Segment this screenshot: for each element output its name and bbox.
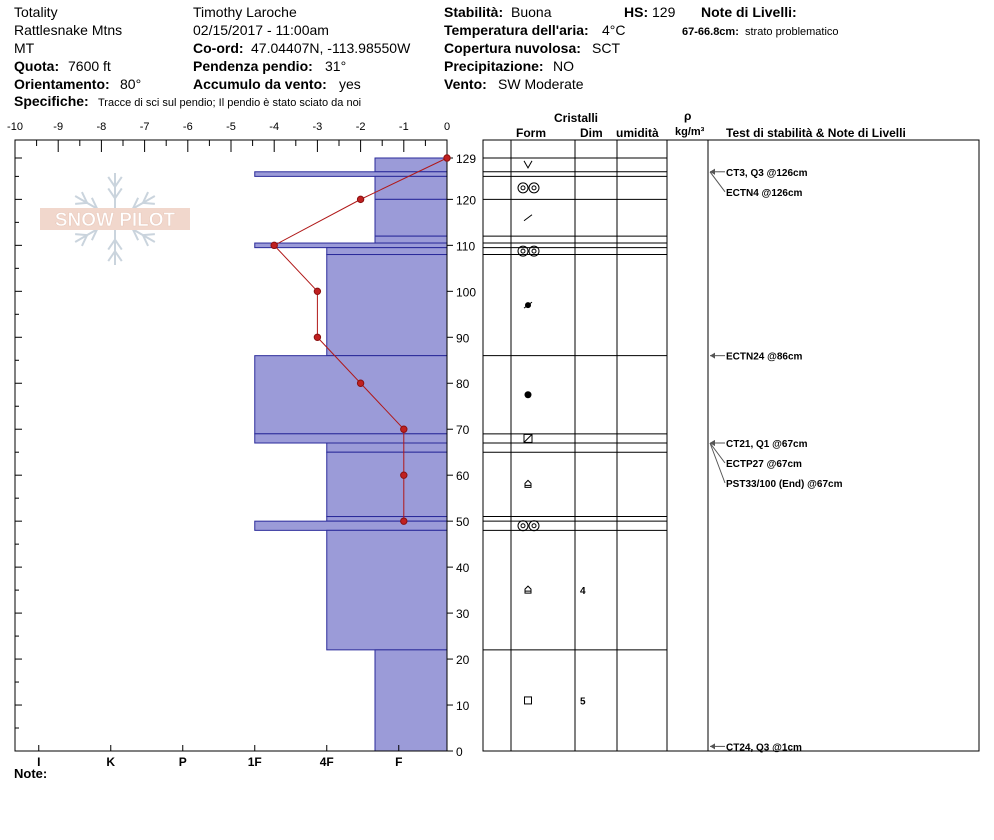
cloud-value: SCT bbox=[592, 40, 620, 56]
temperature-point bbox=[401, 472, 407, 478]
precip-label: Precipitazione: bbox=[444, 58, 544, 74]
temp-tick-label: -10 bbox=[7, 121, 23, 133]
hardness-bar bbox=[375, 199, 447, 236]
stability-label: Stabilità: bbox=[444, 4, 504, 20]
snowflake-branch bbox=[108, 177, 115, 187]
air-temp-label: Temperatura dell'aria: bbox=[444, 22, 589, 38]
hardness-label: P bbox=[178, 755, 187, 769]
header bbox=[14, 4, 839, 109]
hardness-bar bbox=[375, 236, 447, 243]
test-pointer-line bbox=[710, 443, 725, 463]
hardness-bar bbox=[255, 434, 447, 443]
test-pointer-line bbox=[710, 172, 725, 192]
specifics-label: Specifiche: bbox=[14, 93, 89, 109]
specifics-value: Tracce di sci sul pendio; Il pendio è stato sciato da noi bbox=[98, 97, 362, 109]
test-pointer-line bbox=[710, 443, 725, 483]
test-label: ECTN4 @126cm bbox=[726, 187, 803, 199]
temp-tick-label: -7 bbox=[139, 121, 150, 133]
notes-label: Note: bbox=[14, 766, 48, 781]
crystal-size: 4 bbox=[580, 586, 586, 598]
wind-value: SW Moderate bbox=[498, 76, 584, 92]
precip-value: NO bbox=[553, 58, 574, 74]
temp-tick-label: -5 bbox=[226, 121, 236, 133]
snowflake-branch bbox=[108, 240, 115, 250]
test-label: CT3, Q3 @126cm bbox=[726, 167, 808, 179]
temp-tick-label: 0 bbox=[443, 121, 451, 133]
stability-value: Buona bbox=[511, 4, 552, 20]
temp-tick-label: -2 bbox=[355, 121, 366, 133]
height-tick-label: 10 bbox=[456, 699, 470, 714]
cloud-label: Copertura nuvolosa: bbox=[444, 40, 581, 56]
height-tick-label: 0 bbox=[456, 745, 463, 759]
crystal-form-icon bbox=[518, 521, 539, 531]
size-header: Dim bbox=[580, 126, 603, 140]
wind-loading-label: Accumulo da vento: bbox=[193, 76, 327, 92]
rho-header: ρ bbox=[684, 109, 692, 123]
test-label: ECTN24 @86cm bbox=[726, 351, 803, 363]
test-label: CT24, Q3 @1cm bbox=[726, 742, 802, 754]
crystal-size: 5 bbox=[580, 696, 586, 708]
hardness-label: 1F bbox=[247, 755, 262, 769]
height-tick-label: 129 bbox=[456, 152, 477, 166]
crystal-form-icon bbox=[524, 215, 532, 221]
range-name: Rattlesnake Mtns bbox=[14, 22, 123, 38]
height-tick-label: 90 bbox=[456, 331, 470, 346]
stability-test-note bbox=[710, 742, 802, 753]
temp-tick-label: -4 bbox=[269, 121, 280, 133]
hardness-label: 4F bbox=[319, 755, 334, 769]
hardness-bar bbox=[375, 650, 447, 751]
coord-label: Co-ord: bbox=[193, 40, 244, 56]
crystal-form-icon bbox=[524, 161, 532, 168]
form-header: Form bbox=[516, 126, 546, 140]
snowflake-branch bbox=[115, 240, 122, 250]
tests-title: Test di stabilità & Note di Livelli bbox=[726, 126, 906, 140]
hardness-bar bbox=[327, 248, 447, 255]
temperature-point bbox=[314, 288, 320, 294]
density-unit-header: kg/m³ bbox=[675, 126, 705, 138]
hardness-label: I bbox=[37, 755, 41, 769]
temperature-axis bbox=[7, 121, 450, 152]
test-label: PST33/100 (End) @67cm bbox=[726, 479, 843, 491]
temp-tick-label: -6 bbox=[182, 121, 193, 133]
hs-label: HS: bbox=[624, 4, 649, 20]
hs-value: 129 bbox=[652, 4, 676, 20]
state-name: MT bbox=[14, 40, 35, 56]
crystal-form-icon bbox=[525, 391, 532, 398]
height-tick-label: 80 bbox=[456, 377, 470, 392]
temperature-point bbox=[357, 196, 363, 202]
hardness-label: K bbox=[106, 755, 116, 769]
hardness-bar bbox=[327, 530, 447, 650]
location-name: Totality bbox=[14, 4, 58, 20]
coord-value: 47.04407N, -113.98550W bbox=[251, 40, 411, 56]
logo-text: SNOW PILOT bbox=[54, 210, 176, 231]
temp-tick-label: -8 bbox=[96, 121, 107, 133]
crystal-form-icon bbox=[518, 183, 539, 193]
stability-tests bbox=[710, 168, 843, 754]
aspect-value: 80° bbox=[120, 76, 142, 92]
wind-loading-value: yes bbox=[339, 76, 361, 92]
height-tick-label: 30 bbox=[456, 607, 470, 622]
crystal-form-icon bbox=[525, 697, 532, 704]
stability-test-note bbox=[710, 439, 808, 450]
snowflake-branch bbox=[108, 251, 115, 261]
stability-test-note bbox=[710, 352, 803, 363]
snowflake-branch bbox=[143, 234, 155, 235]
height-tick-label: 60 bbox=[456, 469, 470, 484]
crystal-table bbox=[483, 109, 979, 753]
test-label: CT21, Q1 @67cm bbox=[726, 439, 808, 451]
height-tick-label: 20 bbox=[456, 653, 470, 668]
elevation-label: Quota: bbox=[14, 58, 60, 74]
moisture-header: umidità bbox=[616, 126, 659, 140]
temp-tick-label: -9 bbox=[53, 121, 64, 133]
snowpilot-logo bbox=[40, 173, 190, 265]
hardness-bar bbox=[327, 452, 447, 516]
height-tick-label: 50 bbox=[456, 515, 470, 530]
elevation-value: 7600 ft bbox=[68, 58, 111, 74]
crystal-form-icon bbox=[524, 434, 532, 442]
temperature-point bbox=[444, 155, 450, 161]
crystal-form-icon bbox=[525, 586, 531, 593]
slope-value: 31° bbox=[325, 58, 347, 74]
snowflake-branch bbox=[75, 234, 87, 235]
hardness-bar bbox=[255, 521, 447, 530]
hardness-bar bbox=[375, 158, 447, 172]
test-label: ECTP27 @67cm bbox=[726, 459, 802, 471]
height-tick-label: 100 bbox=[456, 285, 477, 300]
layer-notes-label: Note di Livelli: bbox=[701, 4, 797, 20]
snowflake-branch bbox=[115, 177, 122, 187]
observation-datetime: 02/15/2017 - 11:00am bbox=[193, 22, 329, 38]
height-tick-label: 70 bbox=[456, 423, 470, 438]
hardness-bars bbox=[255, 158, 447, 751]
hardness-bar bbox=[255, 356, 447, 434]
hardness-bar bbox=[327, 443, 447, 452]
hardness-bar bbox=[327, 517, 447, 522]
height-tick-label: 40 bbox=[456, 561, 470, 576]
hardness-label: F bbox=[395, 755, 403, 769]
height-tick-label: 120 bbox=[456, 193, 477, 208]
hardness-bar bbox=[375, 176, 447, 199]
temperature-point bbox=[314, 334, 320, 340]
hardness-bar bbox=[255, 172, 447, 177]
temperature-point bbox=[271, 242, 277, 248]
hardness-bar bbox=[327, 255, 447, 356]
observer-name: Timothy Laroche bbox=[193, 4, 297, 20]
snowflake-branch bbox=[115, 188, 122, 198]
crystals-header: Cristalli bbox=[554, 111, 599, 125]
temperature-point bbox=[357, 380, 363, 386]
slope-label: Pendenza pendio: bbox=[193, 58, 313, 74]
layer-note-range: 67-66.8cm: bbox=[682, 26, 739, 38]
layer-note-text: strato problematico bbox=[745, 26, 839, 38]
test-pointer-arrow bbox=[710, 353, 715, 359]
temp-tick-label: -3 bbox=[312, 121, 323, 133]
stability-test-note bbox=[710, 168, 808, 179]
wind-label: Vento: bbox=[444, 76, 487, 92]
snowflake-branch bbox=[143, 203, 155, 204]
hardness-axis bbox=[37, 745, 402, 769]
aspect-label: Orientamento: bbox=[14, 76, 110, 92]
snowflake-branch bbox=[115, 251, 122, 261]
test-pointer-arrow bbox=[710, 743, 715, 749]
height-tick-label: 110 bbox=[456, 239, 476, 254]
snowflake-branch bbox=[108, 188, 115, 198]
temperature-point bbox=[401, 426, 407, 432]
test-pointer-arrow bbox=[710, 169, 715, 175]
crystal-form-icon bbox=[525, 480, 531, 487]
temperature-point bbox=[401, 518, 407, 524]
air-temp-value: 4°C bbox=[602, 22, 626, 38]
hardness-bar bbox=[255, 243, 447, 248]
snowflake-branch bbox=[75, 203, 87, 204]
crystal-form-icon bbox=[524, 302, 532, 308]
temp-tick-label: -1 bbox=[398, 121, 409, 133]
